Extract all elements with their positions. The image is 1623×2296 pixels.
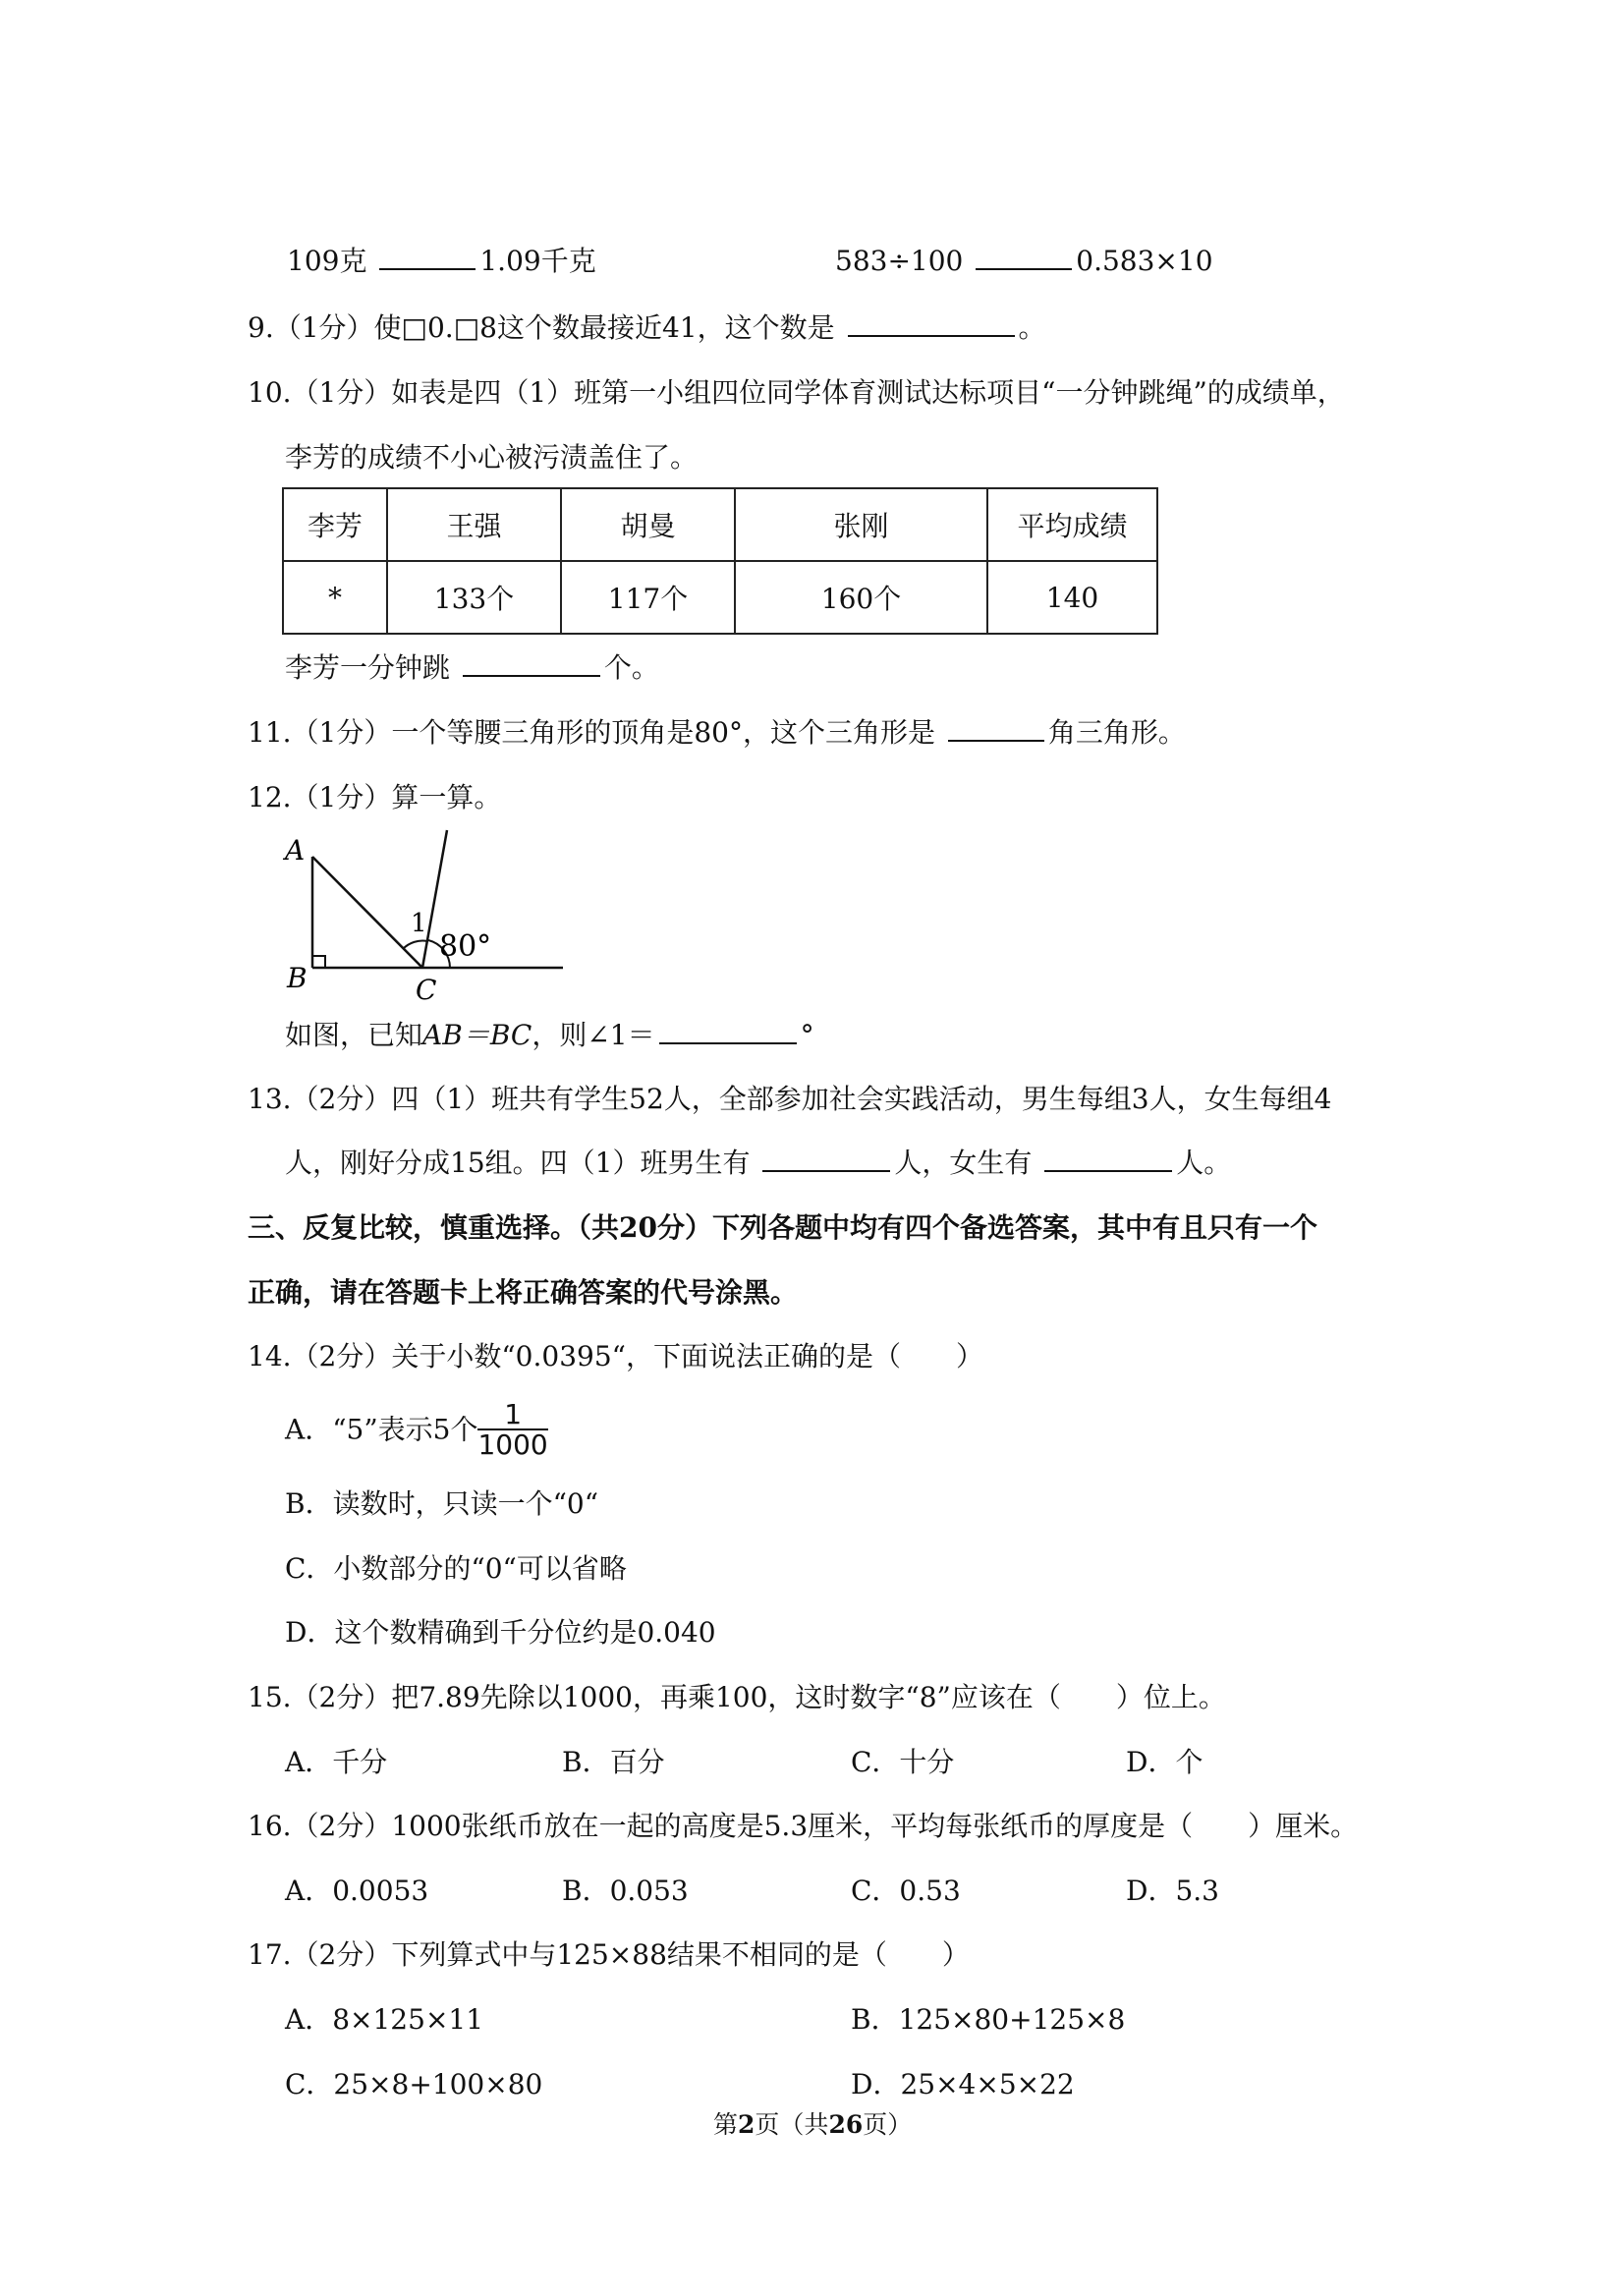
triangle-figure [280, 820, 585, 1012]
q17-option-c[interactable]: C．25×8+100×80 [285, 2068, 543, 2100]
question-9: 9.（1分）使□0.□8这个数最接近41，这个数是 。 [248, 311, 1046, 344]
section-3-heading-line1: 三、反复比较，慎重选择。（共20分）下列各题中均有四个备选答案，其中有且只有一个 [248, 1211, 1317, 1244]
q15-option-d[interactable]: D．个 [1126, 1746, 1203, 1778]
question-13-line1: 13.（2分）四（1）班共有学生52人，全部参加社会实践活动，男生每组3人，女生每组4 [248, 1083, 1332, 1115]
answer-blank[interactable] [1044, 1169, 1172, 1172]
answer-blank[interactable] [976, 267, 1072, 270]
section-3-heading-line2: 正确，请在答题卡上将正确答案的代号涂黑。 [248, 1276, 799, 1309]
answer-blank[interactable] [463, 674, 600, 677]
question-17-stem: 17.（2分）下列算式中与125×88结果不相同的是（ ） [248, 1938, 970, 1971]
table-row [283, 561, 1157, 634]
answer-blank[interactable] [948, 739, 1044, 742]
question-10-line1: 10.（1分）如表是四（1）班第一小组四位同学体育测试达标项目“一分钟跳绳”的成绩单， [248, 376, 1345, 409]
table-cell: 140 [987, 561, 1157, 634]
q16-option-a[interactable]: A．0.0053 [285, 1875, 429, 1907]
page-footer: 第2页（共26页） [713, 2110, 913, 2139]
label-c: C [416, 974, 437, 1006]
q17-option-a[interactable]: A．8×125×11 [285, 2003, 484, 2036]
question-16-stem: 16.（2分）1000张纸币放在一起的高度是5.3厘米，平均每张纸币的厚度是（ ）厘米。 [248, 1810, 1359, 1842]
table-cell: 133个 [387, 561, 561, 634]
q17-option-d[interactable]: D．25×4×5×22 [851, 2068, 1075, 2100]
table-cell: 117个 [561, 561, 735, 634]
table-cell: * [283, 561, 387, 634]
question-10-answer: 李芳一分钟跳 个。 [285, 651, 659, 684]
answer-blank[interactable] [762, 1169, 890, 1172]
score-table [282, 487, 1158, 635]
q8-compare-right: 583÷100 0.583×10 [835, 245, 1213, 277]
question-14-stem: 14.（2分）关于小数“0.0395“，下面说法正确的是（ ） [248, 1340, 983, 1372]
label-angle-80: 80° [439, 929, 492, 964]
q16-option-d[interactable]: D．5.3 [1126, 1875, 1219, 1907]
answer-blank[interactable] [848, 334, 1015, 337]
question-10-line2: 李芳的成绩不小心被污渍盖住了。 [285, 441, 699, 474]
q17-option-b[interactable]: B．125×80+125×8 [851, 2003, 1126, 2036]
q15-option-a[interactable]: A．千分 [285, 1746, 388, 1778]
question-12-title: 12.（1分）算一算。 [248, 781, 502, 813]
q14-option-c[interactable]: C．小数部分的“0“可以省略 [285, 1552, 627, 1585]
q8-compare-left: 109克 1.09千克 [287, 245, 596, 277]
question-12-ask: 如图，已知AB＝BC，则∠1＝ ° [285, 1019, 814, 1051]
label-a: A [285, 834, 306, 867]
q16-option-c[interactable]: C．0.53 [851, 1875, 961, 1907]
label-b: B [287, 962, 308, 994]
question-11: 11.（1分）一个等腰三角形的顶角是80°，这个三角形是 角三角形。 [248, 716, 1186, 749]
table-header: 李芳 [283, 488, 387, 561]
table-header: 张刚 [735, 488, 987, 561]
q14-option-b[interactable]: B．读数时，只读一个“0“ [285, 1487, 599, 1520]
fraction: $\frac{1}{1000}$ [477, 1398, 548, 1462]
answer-blank[interactable] [659, 1041, 797, 1044]
q16-option-b[interactable]: B．0.053 [562, 1875, 689, 1907]
q14-option-d[interactable]: D．这个数精确到千分位约是0.040 [285, 1616, 716, 1649]
question-13-line2: 人，刚好分成15组。四（1）班男生有 人，女生有 人。 [285, 1147, 1232, 1179]
question-15-stem: 15.（2分）把7.89先除以1000，再乘100，这时数字“8”应该在（ ）位上。 [248, 1681, 1226, 1713]
table-header: 王强 [387, 488, 561, 561]
label-angle-1: 1 [411, 909, 427, 938]
q15-option-b[interactable]: B．百分 [562, 1746, 665, 1778]
table-cell: 160个 [735, 561, 987, 634]
q15-option-c[interactable]: C．十分 [851, 1746, 955, 1778]
table-header: 胡曼 [561, 488, 735, 561]
q14-option-a[interactable]: A．“5”表示5个 $\frac{1}{1000}$ [285, 1398, 548, 1462]
table-row [283, 488, 1157, 561]
table-header: 平均成绩 [987, 488, 1157, 561]
answer-blank[interactable] [379, 267, 476, 270]
